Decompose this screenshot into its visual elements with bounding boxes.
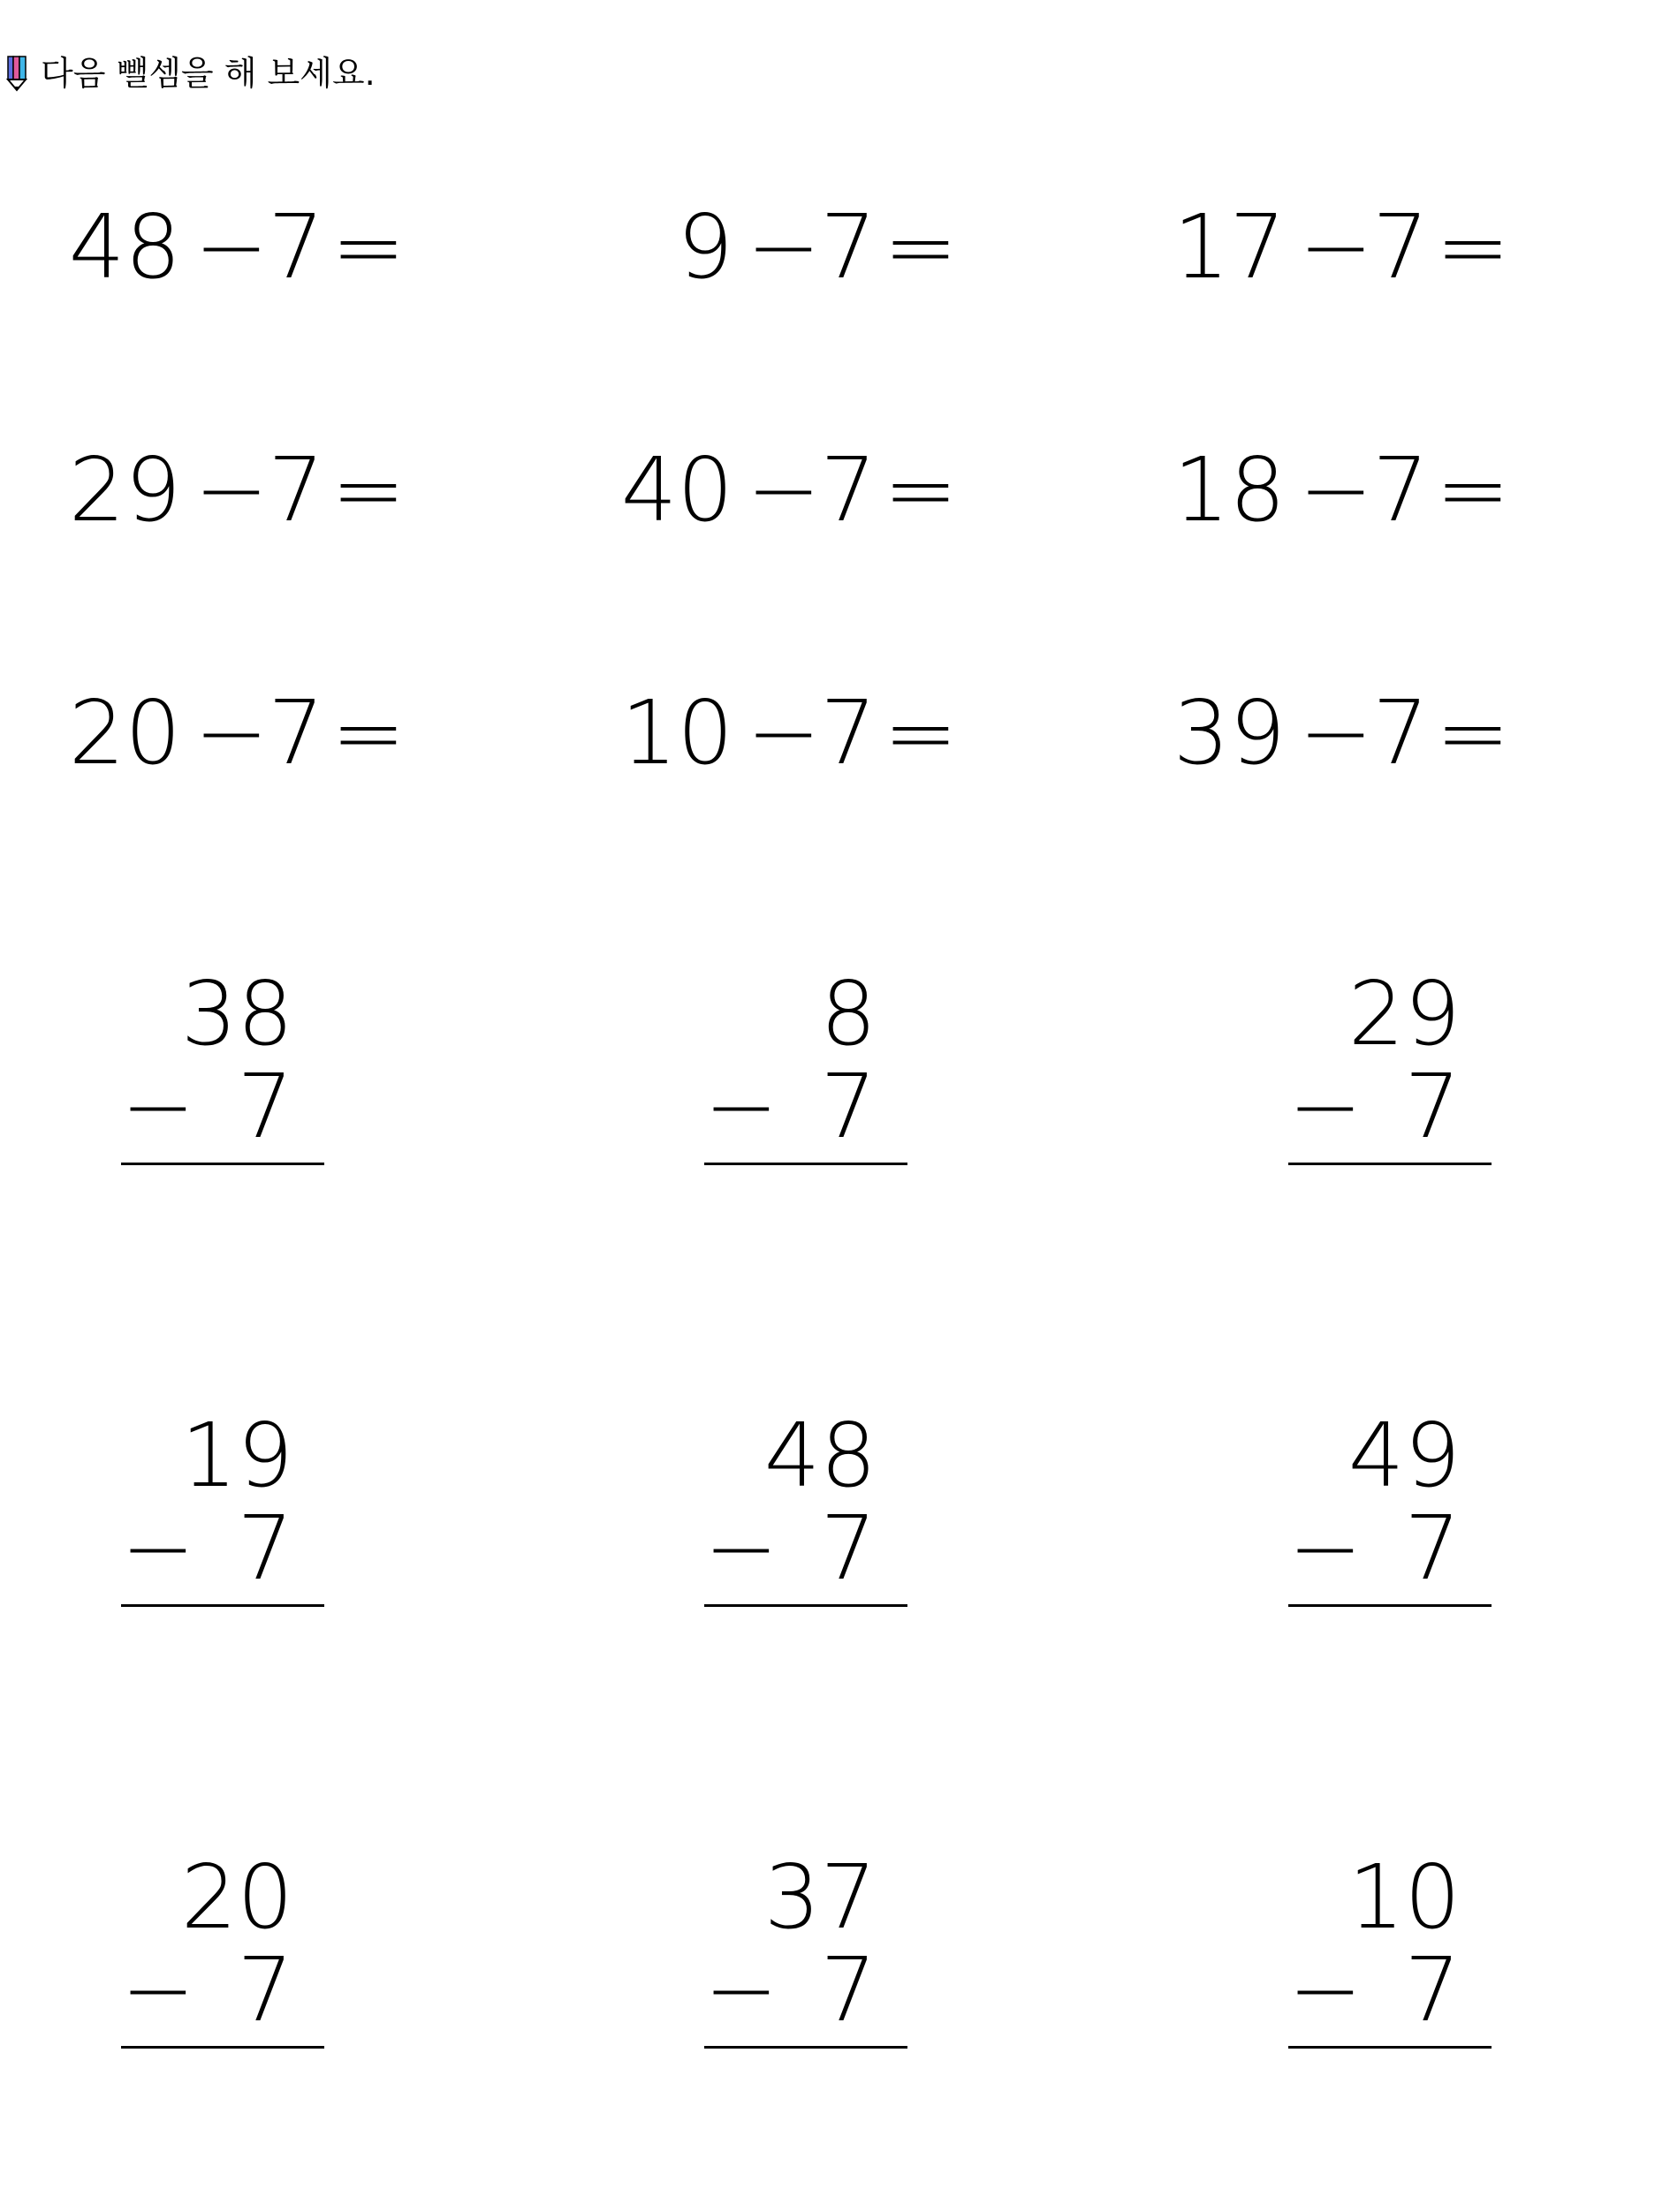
horizontal-row-3 bbox=[0, 680, 1670, 786]
minuend: 19 bbox=[180, 1404, 293, 1507]
equals-sign: = bbox=[331, 438, 406, 542]
minuend: 49 bbox=[1347, 1404, 1461, 1507]
horizontal-row-2 bbox=[0, 437, 1670, 543]
minus-sign: − bbox=[1288, 1938, 1363, 2042]
vertical-problem bbox=[704, 1405, 916, 1608]
minus-sign: − bbox=[704, 1055, 778, 1158]
subtrahend: 7 bbox=[1404, 1055, 1461, 1158]
vertical-problem bbox=[121, 1405, 333, 1608]
answer-line bbox=[1288, 2046, 1492, 2049]
subtrahend: 7 bbox=[820, 681, 877, 784]
horizontal-problem bbox=[406, 194, 958, 300]
answer-line bbox=[1288, 1163, 1492, 1165]
vertical-row-1 bbox=[0, 963, 1670, 1166]
subtrahend: 7 bbox=[820, 195, 877, 299]
equals-sign: = bbox=[884, 681, 958, 784]
minus-sign: − bbox=[1299, 438, 1373, 542]
answer-line bbox=[704, 1163, 907, 1165]
minus-sign: − bbox=[1299, 681, 1373, 784]
equals-sign: = bbox=[331, 195, 406, 299]
answer-line bbox=[121, 1163, 324, 1165]
horizontal-problem bbox=[959, 437, 1510, 543]
minuend: 39 bbox=[1173, 681, 1286, 784]
horizontal-problem bbox=[406, 437, 958, 543]
minuend: 38 bbox=[180, 962, 293, 1065]
equals-sign: = bbox=[884, 438, 958, 542]
horizontal-problem bbox=[959, 680, 1510, 786]
vertical-problem bbox=[121, 1846, 333, 2049]
horizontal-problem bbox=[0, 437, 406, 543]
answer-line bbox=[704, 2046, 907, 2049]
minus-sign: − bbox=[747, 438, 821, 542]
subtrahend: 7 bbox=[820, 438, 877, 542]
horizontal-problem bbox=[959, 194, 1510, 300]
minuend: 29 bbox=[68, 438, 181, 542]
minus-sign: − bbox=[121, 1496, 195, 1600]
answer-line bbox=[1288, 1604, 1492, 1607]
subtrahend: 7 bbox=[268, 195, 324, 299]
minus-sign: − bbox=[194, 438, 269, 542]
pencil-icon bbox=[5, 55, 28, 92]
minuend: 8 bbox=[820, 962, 877, 1065]
minuend: 40 bbox=[620, 438, 733, 542]
minus-sign: − bbox=[121, 1938, 195, 2042]
equals-sign: = bbox=[884, 195, 958, 299]
subtrahend: 7 bbox=[820, 1055, 877, 1158]
minus-sign: − bbox=[194, 681, 269, 784]
subtrahend: 7 bbox=[820, 1496, 877, 1600]
horizontal-problem bbox=[0, 680, 406, 786]
minuend: 17 bbox=[1173, 195, 1286, 299]
answer-line bbox=[121, 1604, 324, 1607]
subtrahend: 7 bbox=[268, 438, 324, 542]
subtrahend: 7 bbox=[237, 1938, 293, 2042]
equals-sign: = bbox=[1436, 681, 1510, 784]
minus-sign: − bbox=[121, 1055, 195, 1158]
subtrahend: 7 bbox=[1372, 438, 1429, 542]
instruction-text: 다음 뺄셈을 해 보세요. bbox=[41, 54, 376, 93]
minuend: 10 bbox=[1347, 1845, 1461, 1949]
minuend: 48 bbox=[68, 195, 181, 299]
equals-sign: = bbox=[1436, 438, 1510, 542]
horizontal-problem bbox=[0, 194, 406, 300]
equals-sign: = bbox=[331, 681, 406, 784]
minus-sign: − bbox=[704, 1496, 778, 1600]
subtrahend: 7 bbox=[237, 1496, 293, 1600]
answer-line bbox=[121, 2046, 324, 2049]
vertical-problem bbox=[1288, 1405, 1500, 1608]
minuend: 10 bbox=[620, 681, 733, 784]
vertical-row-2 bbox=[0, 1405, 1670, 1608]
minuend: 20 bbox=[180, 1845, 293, 1949]
horizontal-row-1 bbox=[0, 194, 1670, 300]
vertical-row-3 bbox=[0, 1846, 1670, 2049]
minus-sign: − bbox=[704, 1938, 778, 2042]
minuend: 18 bbox=[1173, 438, 1286, 542]
equals-sign: = bbox=[1436, 195, 1510, 299]
minuend: 20 bbox=[68, 681, 181, 784]
minus-sign: − bbox=[1288, 1496, 1363, 1600]
subtrahend: 7 bbox=[1404, 1496, 1461, 1600]
vertical-problem bbox=[1288, 963, 1500, 1166]
vertical-problem bbox=[1288, 1846, 1500, 2049]
minus-sign: − bbox=[1299, 195, 1373, 299]
minuend: 48 bbox=[763, 1404, 877, 1507]
minus-sign: − bbox=[194, 195, 269, 299]
vertical-problem bbox=[704, 963, 916, 1166]
answer-line bbox=[704, 1604, 907, 1607]
instruction bbox=[5, 51, 376, 95]
minus-sign: − bbox=[747, 195, 821, 299]
subtrahend: 7 bbox=[820, 1938, 877, 2042]
subtrahend: 7 bbox=[1372, 681, 1429, 784]
subtrahend: 7 bbox=[268, 681, 324, 784]
minuend: 37 bbox=[763, 1845, 877, 1949]
minus-sign: − bbox=[1288, 1055, 1363, 1158]
subtrahend: 7 bbox=[1372, 195, 1429, 299]
vertical-problem bbox=[121, 963, 333, 1166]
subtrahend: 7 bbox=[237, 1055, 293, 1158]
subtrahend: 7 bbox=[1404, 1938, 1461, 2042]
minus-sign: − bbox=[747, 681, 821, 784]
vertical-problem bbox=[704, 1846, 916, 2049]
minuend: 9 bbox=[677, 195, 733, 299]
minuend: 29 bbox=[1347, 962, 1461, 1065]
horizontal-problem bbox=[406, 680, 958, 786]
